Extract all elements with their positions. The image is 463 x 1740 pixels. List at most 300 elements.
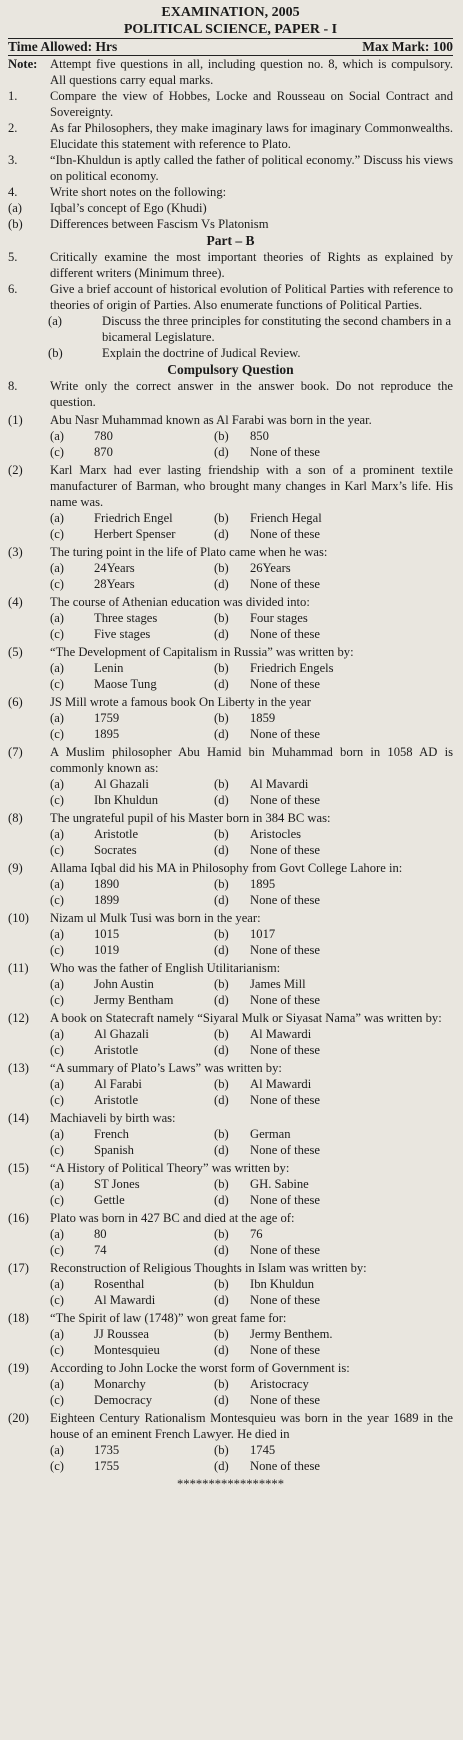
mcq-options-row [8,576,453,592]
question [8,120,453,152]
question-text: As far Philosophers, they make imaginary laws for imaginary Commonwealths. Elucidate this statement with reference to Plato. [50,121,453,151]
question-number: (a) [8,201,22,215]
mcq-question [8,960,453,976]
mcq-options-row [8,626,453,642]
option-d: None of these [250,1243,320,1257]
mcq-text: “The Development of Capitalism in Russia” was written by: [50,645,354,659]
option-label: (a) [50,1277,64,1291]
option-label: (c) [50,445,64,459]
option-label: (c) [50,1193,64,1207]
option-label: (d) [214,627,229,641]
compulsory-heading: Compulsory Question [167,362,294,377]
mcq-item [8,960,453,1008]
mcq-number: (9) [8,861,23,875]
mcq-options-row [8,1126,453,1142]
mcq-question [8,1110,453,1126]
mcq-question [8,1260,453,1276]
option-b: James Mill [250,977,306,991]
mcq-question [8,1410,453,1442]
mcq-number: (6) [8,695,23,709]
mcq-number: (13) [8,1061,29,1075]
option-b: 1859 [250,711,276,725]
option-b: GH. Sabine [250,1177,309,1191]
mcq-text: Reconstruction of Religious Thoughts in Islam was written by: [50,1261,367,1275]
option-label: (d) [214,843,229,857]
mcq-options-row [8,726,453,742]
option-c: Ibn Khuldun [94,793,159,807]
mcq-question [8,1160,453,1176]
option-label: (d) [214,1143,229,1157]
note-text: Attempt five questions in all, including question no. 8, which is compulsory. All questions carry equal marks. [50,57,453,87]
question [8,216,453,232]
option-c: 1899 [94,893,120,907]
option-label: (c) [50,893,64,907]
option-b: Al Mawardi [250,1027,312,1041]
option-label: (a) [50,1127,64,1141]
mcq-question [8,860,453,876]
option-label: (a) [50,1227,64,1241]
option-label: (c) [50,843,64,857]
mcq-options-row [8,1292,453,1308]
option-a: Monarchy [94,1377,146,1391]
option-label: (c) [50,1093,64,1107]
mcq-number: (5) [8,645,23,659]
option-label: (b) [214,1377,229,1391]
end-stars: ***************** [176,1477,285,1491]
mcq-text: Who was the father of English Utilitarianism: [50,961,281,975]
mcq-item [8,1210,453,1258]
mcq-number: (15) [8,1161,29,1175]
mcq-number: (10) [8,911,29,925]
option-label: (b) [214,827,229,841]
mcq-item [8,1060,453,1108]
question [8,249,453,281]
option-label: (c) [50,627,64,641]
option-label: (a) [50,977,64,991]
mcq-options-row [8,428,453,444]
option-label: (a) [50,511,64,525]
option-a: Three stages [94,611,158,625]
option-label: (d) [214,1459,229,1473]
mcq-options-row [8,1142,453,1158]
question [8,152,453,184]
option-b: Friench Hegal [250,511,322,525]
mcq-options-row [8,1226,453,1242]
mcq-number: (11) [8,961,29,975]
mcq-options-row [8,926,453,942]
mcq-question [8,1310,453,1326]
option-label: (c) [50,793,64,807]
option-label: (c) [50,1043,64,1057]
question-number: 8. [8,379,18,393]
option-label: (d) [214,993,229,1007]
option-a: 24Years [94,561,135,575]
question [8,184,453,200]
option-d: None of these [250,727,320,741]
option-label: (b) [214,1443,229,1457]
option-d: None of these [250,527,320,541]
option-label: (b) [214,977,229,991]
option-b: Ibn Khuldun [250,1277,315,1291]
option-d: None of these [250,793,320,807]
mcq-text: JS Mill wrote a famous book On Liberty in the year [50,695,311,709]
option-a: John Austin [94,977,154,991]
mcq-options-row [8,1376,453,1392]
mcq-options-row [8,676,453,692]
option-label: (d) [214,1393,229,1407]
option-label: (a) [50,877,64,891]
option-b: 1895 [250,877,276,891]
mcq-question [8,910,453,926]
option-d: None of these [250,893,320,907]
time-allowed: Time Allowed: Hrs [8,39,118,54]
mcq-text: Machiaveli by birth was: [50,1111,176,1125]
mcq-text: According to John Locke the worst form of Government is: [50,1361,350,1375]
option-a: Al Ghazali [94,777,149,791]
option-b: 850 [250,429,269,443]
mcq-text: Nizam ul Mulk Tusi was born in the year: [50,911,261,925]
question [8,281,453,313]
mcq-text: A book on Statecraft namely “Siyaral Mulk or Siyasat Nama” was written by: [50,1011,442,1025]
question-text: Write only the correct answer in the answer book. Do not reproduce the question. [50,379,453,409]
option-label: (b) [214,711,229,725]
option-d: None of these [250,627,320,641]
option-label: (a) [50,1443,64,1457]
option-a: French [94,1127,129,1141]
option-label: (d) [214,1093,229,1107]
option-label: (c) [50,1243,64,1257]
question-text: “Ibn-Khuldun is aptly called the father of political economy.” Discuss his views on political economy. [50,153,453,183]
option-label: (c) [50,943,64,957]
mcq-item [8,412,453,460]
option-label: (a) [50,1077,64,1091]
option-a: 780 [94,429,113,443]
option-d: None of these [250,1393,320,1407]
question-text: Give a brief account of historical evolution of Political Parties with reference to theories of origin of Parties. Also enumerate functions of Political Parties. [50,282,453,312]
mcq-text: The course of Athenian education was divided into: [50,595,310,609]
question-number: (b) [8,217,23,231]
mcq-item [8,810,453,858]
option-c: 28Years [94,577,135,591]
question-text: Critically examine the most important theories of Rights as explained by different writers (Minimum three). [50,250,453,280]
mcq-item [8,1260,453,1308]
mcq-number: (8) [8,811,23,825]
mcq-options-row [8,510,453,526]
option-a: Aristotle [94,827,139,841]
option-label: (b) [214,927,229,941]
subquestion-text: Discuss the three principles for constituting the second chambers in a bicameral Legislature. [102,314,452,344]
option-label: (c) [50,1459,64,1473]
option-label: (b) [214,561,229,575]
mcq-question [8,1010,453,1026]
option-label: (b) [214,1077,229,1091]
option-b: 1745 [250,1443,276,1457]
option-c: Gettle [94,1193,125,1207]
subquestion [8,345,453,361]
question-number: 5. [8,250,18,264]
mcq-question [8,544,453,560]
option-label: (a) [50,611,64,625]
option-c: Maose Tung [94,677,157,691]
option-label: (b) [214,777,229,791]
option-label: (c) [50,677,64,691]
mcq-text: “A History of Political Theory” was written by: [50,1161,290,1175]
question-6-subparts [8,313,453,361]
option-b: Jermy Benthem. [250,1327,333,1341]
option-label: (d) [214,793,229,807]
option-c: Montesquieu [94,1343,160,1357]
option-label: (d) [214,1193,229,1207]
option-b: 26Years [250,561,291,575]
max-marks: Max Mark: 100 [362,39,453,54]
option-b: 1017 [250,927,276,941]
mcq-options-row [8,1276,453,1292]
question [8,88,453,120]
option-label: (b) [214,1327,229,1341]
option-d: None of these [250,943,320,957]
option-a: Al Ghazali [94,1027,149,1041]
mcq-options-row [8,560,453,576]
question [8,200,453,216]
option-a: 1890 [94,877,120,891]
option-label: (d) [214,1293,229,1307]
option-c: Spanish [94,1143,134,1157]
option-c: Al Mawardi [94,1293,156,1307]
option-label: (c) [50,527,64,541]
option-label: (b) [214,1027,229,1041]
option-a: Friedrich Engel [94,511,173,525]
option-label: (d) [214,577,229,591]
mcq-options-row [8,1342,453,1358]
mcq-item [8,644,453,692]
option-a: ST Jones [94,1177,140,1191]
option-label: (d) [214,943,229,957]
option-a: 1759 [94,711,120,725]
mcq-options-row [8,1392,453,1408]
mcq-item [8,910,453,958]
mcq-item [8,1310,453,1358]
option-a: Lenin [94,661,124,675]
mcq-question [8,694,453,710]
mcq-question [8,744,453,776]
mcq-number: (20) [8,1411,29,1425]
mcq-text: “A summary of Plato’s Laws” was written by: [50,1061,282,1075]
question-number: 2. [8,121,18,135]
option-label: (b) [214,1177,229,1191]
option-label: (a) [50,1177,64,1191]
paper-title: POLITICAL SCIENCE, PAPER - I [123,22,338,37]
mcq-number: (18) [8,1311,29,1325]
option-label: (b) [214,1227,229,1241]
mcq-question [8,462,453,510]
question-8 [8,378,453,410]
option-d: None of these [250,1459,320,1473]
option-label: (d) [214,1343,229,1357]
part-b-heading: Part – B [206,233,255,248]
mcq-question [8,1060,453,1076]
option-label: (d) [214,445,229,459]
option-label: (d) [214,1243,229,1257]
option-label: (b) [214,611,229,625]
mcq-text: Allama Iqbal did his MA in Philosophy from Govt College Lahore in: [50,861,403,875]
mcq-question [8,810,453,826]
option-c: Aristotle [94,1043,139,1057]
mcq-options-row [8,1092,453,1108]
mcq-options-row [8,1192,453,1208]
mcq-item [8,860,453,908]
mcq-number: (2) [8,463,23,477]
mcq-item [8,744,453,808]
question-number: 4. [8,185,18,199]
option-label: (b) [214,661,229,675]
mcq-item [8,462,453,542]
subquestion-text: Explain the doctrine of Judical Review. [102,346,301,360]
question-number: 1. [8,89,18,103]
option-d: None of these [250,1193,320,1207]
option-d: None of these [250,1343,320,1357]
mcq-item [8,544,453,592]
mcq-number: (19) [8,1361,29,1375]
part-a-questions [8,88,453,232]
mcq-options-row [8,526,453,542]
note [8,56,453,88]
mcq-options-row [8,610,453,626]
option-label: (c) [50,993,64,1007]
option-label: (b) [214,1127,229,1141]
option-c: 870 [94,445,113,459]
mcq-options-row [8,976,453,992]
option-label: (a) [50,1327,64,1341]
mcq-text: Abu Nasr Muhammad known as Al Farabi was born in the year. [50,413,372,427]
mcq-options-row [8,892,453,908]
mcq-question [8,1210,453,1226]
option-d: None of these [250,1093,320,1107]
option-label: (c) [50,1143,64,1157]
option-label: (c) [50,1343,64,1357]
mcq-number: (17) [8,1261,29,1275]
mcq-options-row [8,876,453,892]
mcq-question [8,412,453,428]
question-number: 6. [8,282,18,296]
option-label: (b) [214,511,229,525]
option-a: 80 [94,1227,107,1241]
mcq-number: (7) [8,745,23,759]
mcq-text: The ungrateful pupil of his Master born in 384 BC was: [50,811,331,825]
option-label: (d) [214,677,229,691]
mcq-number: (1) [8,413,23,427]
option-a: Al Farabi [94,1077,142,1091]
mcq-text: Karl Marx had ever lasting friendship with a son of a prominent textile manufacturer of Barman, who brought many changes in Karl Marx’s life. His name was. [50,463,453,509]
mcq-options-row [8,1326,453,1342]
mcq-text: Plato was born in 427 BC and died at the age of: [50,1211,295,1225]
mcq-options-row [8,710,453,726]
option-label: (b) [214,877,229,891]
option-c: Democracy [94,1393,153,1407]
subquestion [8,313,453,345]
mcq-text: “The Spirit of law (1748)” won great fame for: [50,1311,287,1325]
question-text: Iqbal’s concept of Ego (Khudi) [50,201,207,215]
option-label: (c) [50,1293,64,1307]
mcq-item [8,1360,453,1408]
option-d: None of these [250,445,320,459]
option-c: Socrates [94,843,137,857]
subquestion-label: (a) [48,314,62,328]
option-label: (c) [50,1393,64,1407]
mcq-item [8,1160,453,1208]
option-d: None of these [250,1043,320,1057]
exam-title: EXAMINATION, 2005 [161,5,300,20]
option-a: 1015 [94,927,120,941]
mcq-options-row [8,660,453,676]
option-c: Herbert Spenser [94,527,176,541]
option-d: None of these [250,1143,320,1157]
option-label: (a) [50,429,64,443]
mcq-item [8,694,453,742]
mcq-number: (3) [8,545,23,559]
option-c: Five stages [94,627,151,641]
option-label: (a) [50,1027,64,1041]
option-a: JJ Roussea [94,1327,149,1341]
option-b: German [250,1127,291,1141]
question-number: 3. [8,153,18,167]
mcq-options-row [8,1076,453,1092]
option-label: (a) [50,827,64,841]
mcq-options-row [8,1042,453,1058]
mcq-item [8,1110,453,1158]
option-c: 1895 [94,727,120,741]
part-b-questions [8,249,453,313]
option-label: (a) [50,1377,64,1391]
mcq-text: Eighteen Century Rationalism Montesquieu was born in the year 1689 in the house of an eminent French Lawyer. He died in [50,1411,453,1441]
option-label: (d) [214,727,229,741]
mcq-options-row [8,826,453,842]
mcq-question [8,1360,453,1376]
option-label: (a) [50,561,64,575]
question-text: Differences between Fascism Vs Platonism [50,217,269,231]
option-b: Al Mawardi [250,1077,312,1091]
option-label: (a) [50,711,64,725]
mcq-number: (12) [8,1011,29,1025]
option-d: None of these [250,577,320,591]
mcq-item [8,1010,453,1058]
mcq-options-row [8,1458,453,1474]
option-label: (a) [50,661,64,675]
option-label: (c) [50,577,64,591]
mcq-options-row [8,792,453,808]
option-label: (b) [214,1277,229,1291]
option-c: 1019 [94,943,120,957]
option-label: (a) [50,777,64,791]
option-a: 1735 [94,1443,120,1457]
mcq-number: (16) [8,1211,29,1225]
mcq-question [8,644,453,660]
mcq-text: A Muslim philosopher Abu Hamid bin Muhammad born in 1058 AD is commonly known as: [50,745,453,775]
mcq-options-row [8,776,453,792]
option-label: (d) [214,1043,229,1057]
option-label: (d) [214,893,229,907]
mcq-options-row [8,1242,453,1258]
mcq-question [8,594,453,610]
option-b: Al Mavardi [250,777,309,791]
option-b: 76 [250,1227,263,1241]
subquestion-label: (b) [48,346,63,360]
mcq-options-row [8,992,453,1008]
mcq-number: (14) [8,1111,29,1125]
option-d: None of these [250,993,320,1007]
option-label: (d) [214,527,229,541]
mcq-text: The turing point in the life of Plato came when he was: [50,545,328,559]
option-d: None of these [250,677,320,691]
